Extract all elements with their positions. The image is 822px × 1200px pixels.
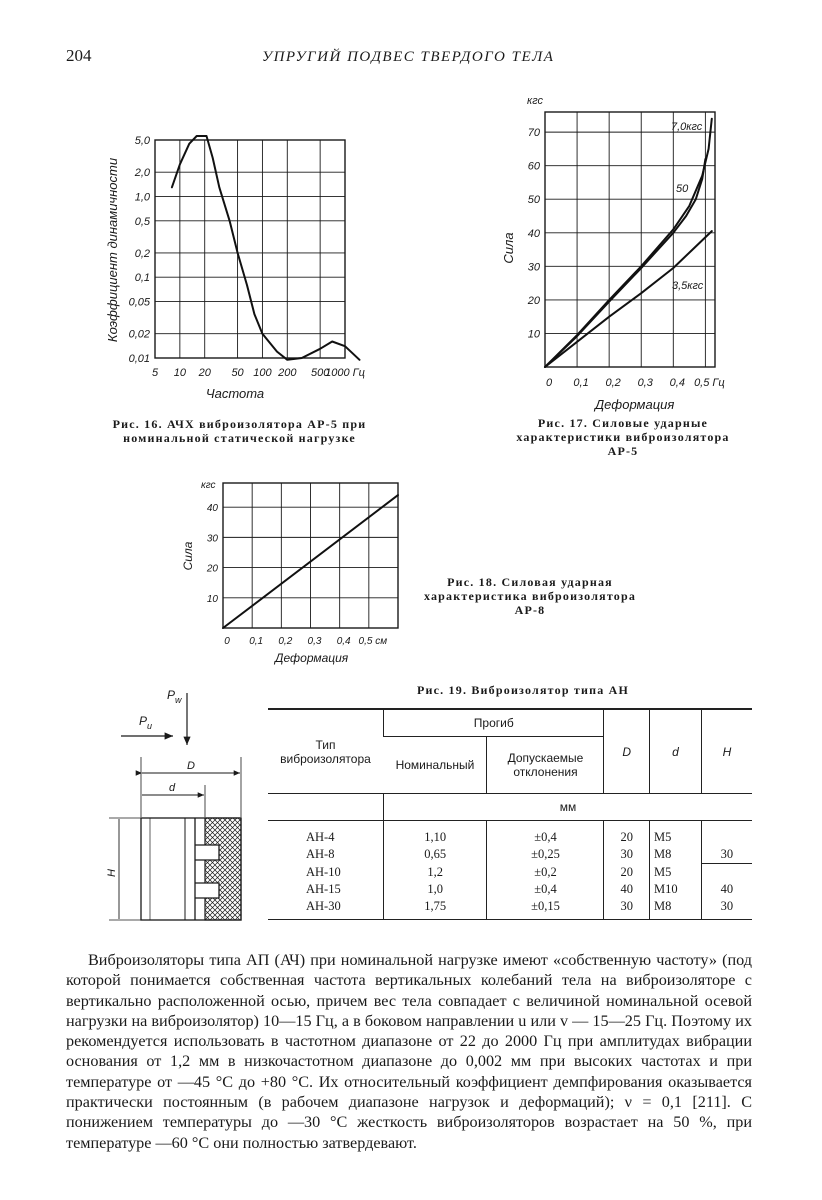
x-tick-label: 0,3 bbox=[307, 636, 322, 647]
y-axis-label: Сила bbox=[181, 541, 195, 571]
y-ticks bbox=[527, 127, 541, 340]
y-tick-label: 0,5 bbox=[134, 215, 150, 228]
col-header-D: D bbox=[604, 709, 650, 794]
col-header-nominal: Номинальный bbox=[383, 737, 487, 794]
x-ticks bbox=[152, 367, 365, 379]
x-axis-label: Частота bbox=[205, 386, 265, 401]
y-tick-label: 5,0 bbox=[134, 135, 150, 147]
figure-17-caption: Рис. 17. Силовые ударные характеристики виброизолятора АР-5 bbox=[516, 416, 730, 458]
page-number: 204 bbox=[66, 46, 92, 65]
y-tick-label: 20 bbox=[527, 294, 540, 307]
plot-frame bbox=[155, 140, 345, 358]
x-tick-label: 0,2 bbox=[278, 636, 293, 647]
col-header-d: d bbox=[650, 709, 702, 794]
x-tick-label: 5 bbox=[151, 367, 159, 379]
x-ticks bbox=[224, 636, 387, 647]
series-line-1 bbox=[545, 119, 712, 367]
series-line-1 bbox=[172, 136, 360, 360]
y-tick-label: 30 bbox=[206, 533, 218, 545]
grid bbox=[545, 112, 715, 367]
y-axis-label: Сила bbox=[501, 232, 516, 264]
figure-18-caption: Рис. 18. Силовая ударная характеристика виброизолятора АР-8 bbox=[423, 575, 637, 617]
y-ticks bbox=[206, 503, 219, 605]
plot-frame bbox=[545, 112, 715, 367]
x-ticks bbox=[546, 377, 725, 389]
figure-17-chart bbox=[495, 88, 740, 413]
x-tick-label: 200 bbox=[278, 367, 297, 379]
x-tick-label: 50 bbox=[231, 367, 244, 379]
y-tick-label: 40 bbox=[527, 227, 540, 240]
y-tick-label: 70 bbox=[527, 127, 540, 140]
y-tick-label: 0,05 bbox=[128, 296, 150, 309]
y-tick-label: 50 bbox=[527, 194, 540, 207]
series-label-2: 50 bbox=[676, 183, 689, 195]
y-tick-label: 0,02 bbox=[128, 328, 150, 341]
y-tick-label: 0,01 bbox=[128, 353, 150, 365]
col-header-deflection: Прогиб bbox=[383, 709, 604, 737]
figure-16-caption: Рис. 16. АЧХ виброизолятора АР-5 при номинальной статической нагрузке bbox=[112, 417, 367, 445]
y-tick-label: 10 bbox=[206, 593, 218, 605]
x-tick-label: 1000 Гц bbox=[325, 367, 365, 379]
table-row: АН-10 1,2 ±0,2 20 М5 bbox=[268, 864, 752, 882]
series-line-3 bbox=[545, 231, 712, 367]
body-text bbox=[66, 950, 752, 1153]
series-group bbox=[545, 119, 712, 367]
dimension-d-label: d bbox=[169, 782, 176, 794]
x-tick-label: 0 bbox=[224, 636, 230, 647]
col-header-tolerance: Допускаемые отклонения bbox=[487, 737, 604, 794]
y-tick-label: 40 bbox=[206, 503, 218, 515]
y-tick-label: 30 bbox=[527, 261, 540, 274]
x-axis-label: Деформация bbox=[595, 397, 675, 412]
series-group bbox=[172, 136, 360, 360]
y-unit-label: кгс bbox=[527, 95, 543, 107]
y-tick-label: 0,1 bbox=[134, 272, 150, 285]
table-row: АН-4 1,10 ±0,4 20 М5 bbox=[268, 821, 752, 847]
unit-row: мм bbox=[383, 794, 752, 821]
x-tick-label: 0,5 см bbox=[358, 636, 388, 647]
grid bbox=[223, 483, 398, 628]
y-tick-label: 0,2 bbox=[134, 247, 150, 260]
y-tick-label: 20 bbox=[206, 563, 218, 575]
y-ticks bbox=[129, 135, 151, 365]
pw-label: $P_w$ bbox=[167, 688, 182, 705]
x-tick-label: 0,4 bbox=[669, 377, 685, 389]
pu-label: $P_u$ bbox=[139, 714, 153, 731]
y-axis-label: Коэффициент динамичности bbox=[105, 157, 120, 343]
y-tick-label: 60 bbox=[527, 160, 540, 173]
x-tick-label: 0,1 bbox=[573, 377, 589, 389]
series-label-3: 3,5кгс bbox=[672, 280, 704, 292]
figure-18-chart bbox=[178, 478, 408, 668]
x-tick-label: 100 bbox=[253, 367, 272, 379]
y-unit-label: кгс bbox=[201, 480, 216, 491]
figure-16-chart bbox=[95, 130, 370, 415]
x-tick-label: 0,2 bbox=[605, 377, 621, 389]
table-row: АН-15 1,0 ±0,4 40 М10 40 bbox=[268, 881, 752, 898]
col-header-type: Тип виброизолятора bbox=[268, 709, 383, 794]
series-label-1: 7,0кгс bbox=[671, 121, 703, 133]
x-tick-label: 0,3 bbox=[637, 377, 653, 389]
figure-19-caption: Рис. 19. Виброизолятор типа АН bbox=[416, 683, 630, 697]
body-paragraph: Виброизоляторы типа АП (АЧ) при номинальной нагрузке имеют «собственную частоту» (под которой понимается собственная частота вертикальных колебаний тела на виброизоляторе с вертикально расположенной осью, причем вес тела совпадает с величиной номинальной осевой нагрузки на виброизолятор) 10—15 Гц, а в боковом направлении u или v — 15—25 Гц. Поэтому их рекомендуется использовать в частотном диапазоне от 22 до 2000 Гц при амплитудах вибрации основания от 1,2 мм в низкочастотном диапазоне до 0,002 мм при высоких частотах и при температуре от —45 °С до +80 °С. Их относительный коэффициент демпфирования оказывается практически постоянным (в рабочем диапазоне нагрузок и деформаций); ν = 0,1 [211]. С понижением температуры до —30 °С жесткость виброизоляторов возрастает на 50 %, при температуре —60 °С они полностью затвердевают. bbox=[66, 951, 752, 1152]
x-axis-label: Деформация bbox=[275, 651, 349, 665]
spec-table bbox=[268, 708, 752, 920]
grid bbox=[155, 140, 345, 358]
x-tick-label: 0 bbox=[545, 377, 553, 389]
x-tick-label: 0,5 Гц bbox=[694, 377, 725, 389]
x-tick-label: 10 bbox=[173, 367, 186, 379]
dimension-D-label: D bbox=[187, 760, 195, 772]
table-row: АН-8 0,65 ±0,25 30 М8 30 bbox=[268, 846, 752, 864]
x-tick-label: 0,4 bbox=[336, 636, 351, 647]
rubber-element bbox=[205, 818, 241, 920]
figure-19-drawing bbox=[95, 685, 255, 935]
y-tick-label: 10 bbox=[527, 328, 540, 341]
running-title: УПРУГИЙ ПОДВЕС ТВЕРДОГО ТЕЛА bbox=[262, 49, 555, 65]
col-header-H: H bbox=[701, 709, 752, 794]
x-tick-label: 0,1 bbox=[249, 636, 264, 647]
x-tick-label: 500 bbox=[310, 367, 330, 379]
dimension-H-label: H bbox=[106, 869, 118, 877]
y-tick-label: 2,0 bbox=[134, 167, 150, 180]
table-row: АН-30 1,75 ±0,15 30 М8 30 bbox=[268, 898, 752, 920]
x-tick-label: 20 bbox=[198, 367, 211, 379]
y-tick-label: 1,0 bbox=[134, 191, 150, 204]
